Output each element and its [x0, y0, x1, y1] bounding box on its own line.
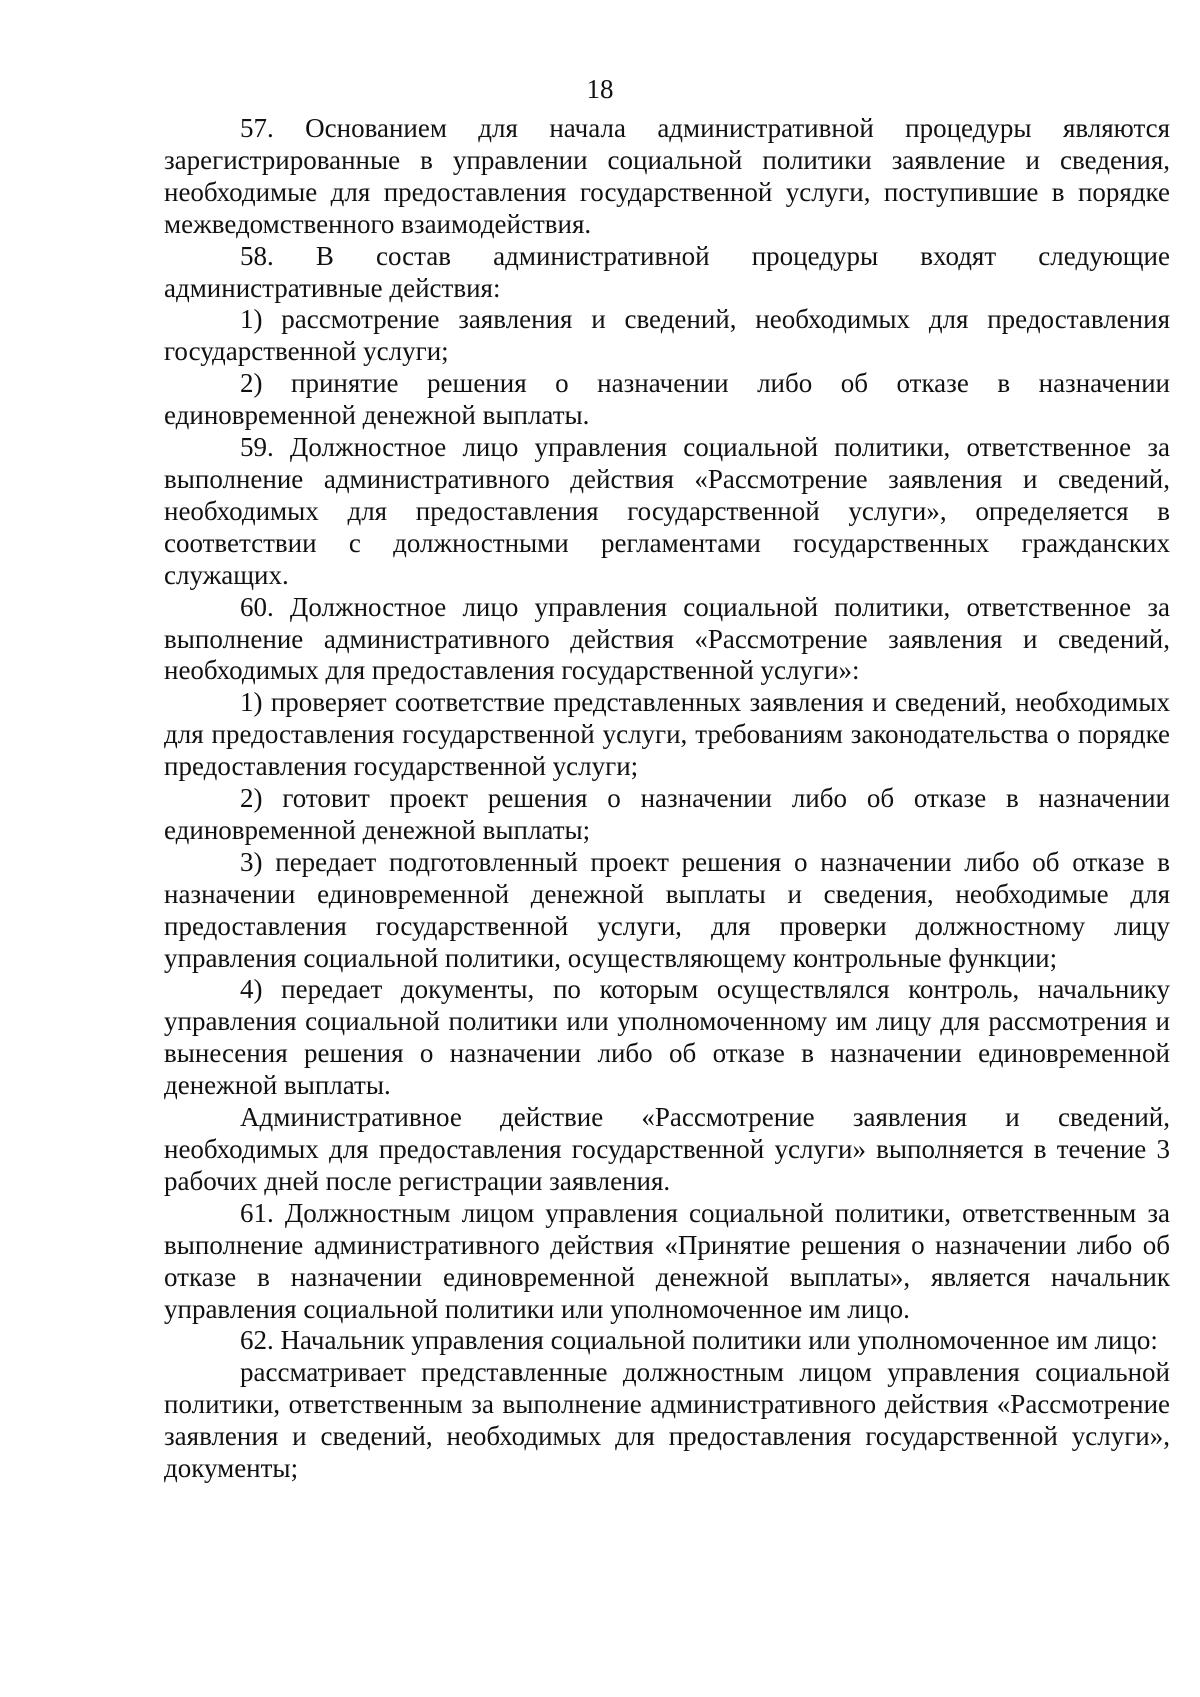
paragraph-57: 57. Основанием для начала административной процедуры являются зарегистрированные в управлении социальной политики заявление и сведения, необходимые для предоставления государственной услуги, поступившие в порядке межведомственного взаимодействия.	[164, 113, 1170, 239]
paragraph-60-item-2: 2) готовит проект решения о назначении либо об отказе в назначении единовременной денежной выплаты;	[164, 783, 1170, 845]
paragraph-58-item-1: 1) рассмотрение заявления и сведений, необходимых для предоставления государственной услуги;	[164, 304, 1170, 367]
paragraph-58-item-2: 2) принятие решения о назначении либо об отказе в назначении единовременной денежной выплаты.	[164, 368, 1170, 431]
paragraph-60-item-4: 4) передает документы, по которым осуществлялся контроль, начальнику управления социальной политики или уполномоченному им лицу для рассмотрения и вынесения решения о назначении либо об отказе в назначении единовременной денежной выплаты.	[164, 974, 1170, 1101]
paragraph-59: 59. Должностное лицо управления социальной политики, ответственное за выполнение административного действия «Рассмотрение заявления и сведений, необходимых для предоставления государственной услуги», определяется в соответствии с должностными регламентами государственных гражданских служащих.	[164, 432, 1170, 590]
paragraph-60: 60. Должностное лицо управления социальной политики, ответственное за выполнение административного действия «Рассмотрение заявления и сведений, необходимых для предоставления государственной услуги»:	[164, 591, 1170, 686]
page-number: 18	[586, 74, 614, 104]
paragraph-60-item-3: 3) передает подготовленный проект решения о назначении либо об отказе в назначении единовременной денежной выплаты и сведения, необходимые для предоставления государственной услуги, для проверки должностному лицу управления социальной политики, осуществляющему контрольные функции;	[164, 846, 1170, 973]
document-body	[164, 113, 1170, 1485]
paragraph-58: 58. В состав административной процедуры входят следующие административные действия:	[164, 240, 1170, 303]
paragraph-61: 61. Должностным лицом управления социальной политики, ответственным за выполнение административного действия «Принятие решения о назначении либо об отказе в назначении единовременной денежной выплаты», является начальник управления социальной политики или уполномоченное им лицо.	[164, 1197, 1170, 1324]
paragraph-62-item: рассматривает представленные должностным лицом управления социальной политики, ответственным за выполнение административного действия «Рассмотрение заявления и сведений, необходимых для предоставления государственной услуги», документы;	[164, 1357, 1170, 1484]
paragraph-62: 62. Начальник управления социальной политики или уполномоченное им лицо:	[240, 1325, 1158, 1356]
paragraph-60-duration: Административное действие «Рассмотрение заявления и сведений, необходимых для предоставления государственной услуги» выполняется в течение 3 рабочих дней после регистрации заявления.	[164, 1102, 1170, 1196]
paragraph-60-item-1: 1) проверяет соответствие представленных заявления и сведений, необходимых для предоставления государственной услуги, требованиям законодательства о порядке предоставления государственной услуги;	[164, 687, 1170, 782]
